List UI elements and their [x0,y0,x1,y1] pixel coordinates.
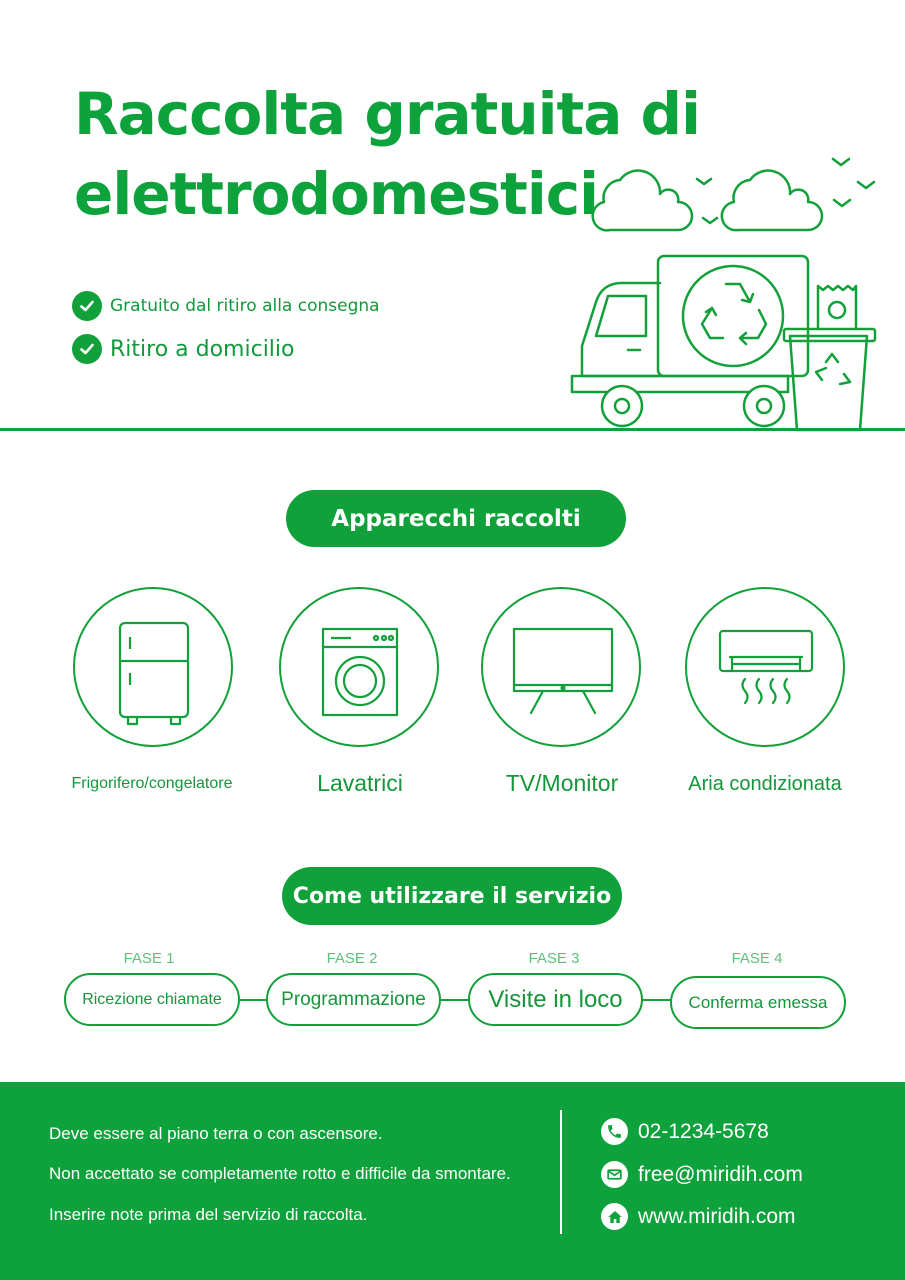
step-scheduling: Programmazione [266,973,441,1026]
bird-icon [697,179,711,184]
appliance-label-fridge: Frigorifero/congelatore [71,775,233,792]
step-call-reception: Ricezione chiamate [64,973,240,1026]
check-item-home-pickup [72,334,295,364]
phase-label-2: FASE 2 [326,950,378,967]
step-confirmation: Conferma emessa [670,976,846,1029]
tv-circle [481,587,641,747]
bird-icon [833,159,849,165]
contact-website[interactable] [601,1203,796,1230]
recycling-bin [790,336,867,430]
air-conditioner-icon [720,631,812,703]
appliance-label-ac: Aria condizionata [688,773,842,795]
section-divider [0,428,905,431]
tv-icon [514,629,612,713]
home-icon [601,1203,628,1230]
footer-note-3: Inserire note prima del servizio di raccolta. [49,1205,368,1224]
appliances-heading: Apparecchi raccolti [286,490,626,547]
recycling-truck-illustration [560,150,890,435]
fridge-icon [120,623,188,724]
truck-box [658,256,808,376]
process-heading: Come utilizzare il servizio [282,867,622,925]
truck-wheel [744,386,784,426]
cloud-icon [593,171,692,231]
phase-label-1: FASE 1 [123,950,175,967]
contact-website-value: www.miridih.com [638,1204,796,1228]
footer-divider [560,1110,562,1234]
footer-note-2: Non accettato se completamente rotto e difficile da smontare. [49,1164,511,1183]
step-connector [238,999,267,1001]
cloud-icon [722,171,822,231]
check-item-free [72,291,380,321]
bird-icon [834,200,850,206]
check-label: Ritiro a domicilio [110,336,295,362]
step-site-visit: Visite in loco [468,973,643,1026]
check-label: Gratuito dal ritiro alla consegna [110,296,380,316]
mail-icon [601,1161,628,1188]
contact-email-value: free@miridih.com [638,1162,803,1186]
phone-icon [601,1118,628,1145]
check-icon [72,291,102,321]
appliance-label-tv: TV/Monitor [505,770,619,796]
truck-wheel [602,386,642,426]
title-line-1: Raccolta gratuita di [74,80,700,148]
phase-label-3: FASE 3 [528,950,580,967]
washing-machine-icon [323,629,397,715]
contact-phone[interactable] [601,1118,769,1145]
recycle-icon [683,266,783,366]
footer-note-1: Deve essere al piano terra o con ascensore. [49,1124,383,1143]
ac-circle [685,587,845,747]
bird-icon [858,182,874,188]
step-connector [641,999,671,1001]
fridge-circle [73,587,233,747]
washer-circle [279,587,439,747]
title-line-2: elettrodomestici [74,160,598,228]
check-icon [72,334,102,364]
step-connector [439,999,469,1001]
contact-email[interactable] [601,1161,803,1188]
appliance-label-washer: Lavatrici [317,770,403,796]
bird-icon [703,218,717,223]
phase-label-4: FASE 4 [731,950,783,967]
contact-phone-value: 02-1234-5678 [638,1119,769,1143]
